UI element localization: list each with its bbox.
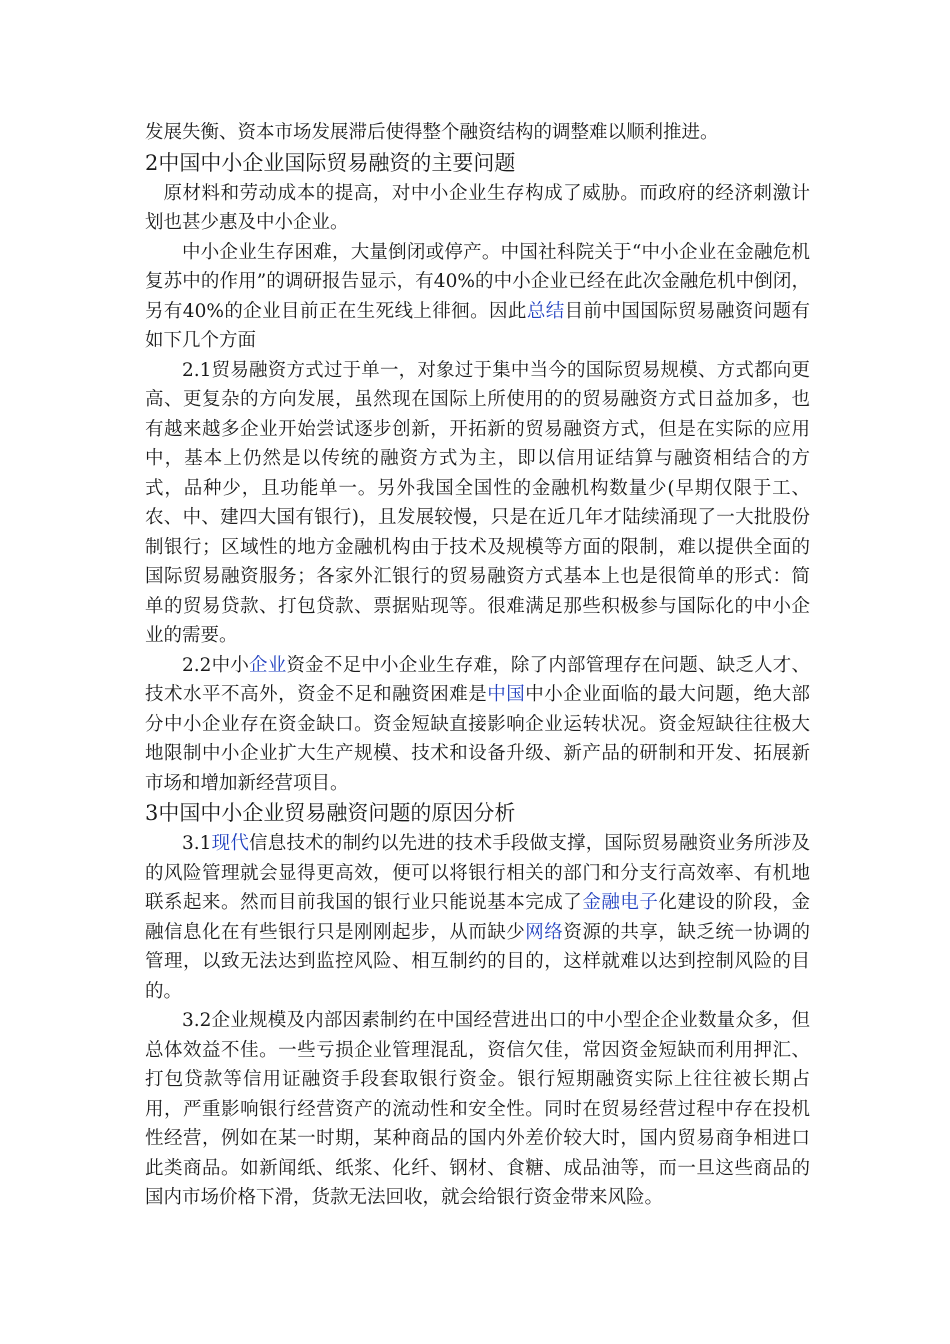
paragraph-survival (145, 238, 810, 356)
text-span: 资金不足中小企业生存难，除了内部管理存在问题、缺乏人才、技术水平不高外，资金不足和融资困难是 (145, 654, 810, 705)
text-span: 化建设的阶段，金融信息化在有些银行只是刚刚起步，从而缺少 (145, 892, 810, 943)
text-span: 中小企业生存困难，大量倒闭或停产。中国社科院关于“中小企业在金融危机复苏中的作用”的调研报告显示，有40%的中小企业已经在此次金融危机中倒闭，另有40%的企业目前正在生死线上徘徊。因此 (145, 241, 810, 322)
link-summary[interactable]: 总结 (526, 300, 565, 322)
paragraph-2-2 (145, 651, 810, 799)
text-span: 信息技术的制约以先进的技术手段做支撑，国际贸易融资业务所涉及的风险管理就会显得更高效，便可以将银行相关的部门和分支行高效率、有机地联系起来。然而目前我国的银行业只能说基本完成了 (145, 833, 810, 913)
paragraph-2-1: 2.1贸易融资方式过于单一，对象过于集中当今的国际贸易规模、方式都向更高、更复杂的方向发展，虽然现在国际上所使用的的贸易融资方式日益加多，也有越来越多企业开始尝试逐步创新，开拓新的贸易融资方式，但是在实际的应用中，基本上仍然是以传统的融资方式为主，即以信用证结算与融资相结合的方式，品种少，且功能单一。另外我国全国性的金融机构数量少(早期仅限于工、农、中、建四大国有银行)，且发展较慢，只是在近几年才陆续涌现了一大批股份制银行；区域性的地方金融机构由于技术及规模等方面的限制，难以提供全面的国际贸易融资服务；各家外汇银行的贸易融资方式基本上也是很简单的形式：简单的贸易贷款、打包贷款、票据贴现等。很难满足那些积极参与国际化的中小企业的需要。 (145, 359, 810, 646)
document-body (145, 118, 810, 1213)
section-heading-3: 3中国中小企业贸易融资问题的原因分析 (145, 801, 516, 825)
link-financial-electronic[interactable]: 金融电子 (582, 892, 659, 913)
text-span: 2.2中小 (182, 654, 250, 676)
text-span: 资源的共享，缺乏统一协调的管理，以致无法达到监控风险、相互制约的目的，这样就难以达到控制风险的目的。 (145, 921, 810, 1002)
section-heading-2: 2中国中小企业国际贸易融资的主要问题 (145, 150, 516, 175)
paragraph-continued: 发展失衡、资本市场发展滞后使得整个融资结构的调整难以顺利推进。 (145, 122, 719, 143)
paragraph-3-1 (145, 829, 810, 1006)
link-modern[interactable]: 现代 (211, 833, 250, 854)
text-span: 目前中国国际贸易融资问题有如下几个方面 (145, 300, 810, 351)
paragraph-3-2: 3.2企业规模及内部因素制约在中国经营进出口的中小型企企业数量众多，但总体效益不佳。一些亏损企业管理混乱，资信欠佳，常因资金短缺而利用押汇、打包贷款等信用证融资手段套取银行资金。银行短期融资实际上往往被长期占用，严重影响银行经营资产的流动性和安全性。同时在贸易经营过程中存在投机性经营，例如在某一时期，某种商品的国内外差价较大时，国内贸易商争相进口此类商品。如新闻纸、纸浆、化纤、钢材、食糖、成品油等，而一旦这些商品的国内市场价格下滑，货款无法回收，就会给银行资金带来风险。 (145, 1010, 810, 1208)
text-span: 3.1 (182, 833, 212, 854)
link-network[interactable]: 网络 (525, 921, 564, 943)
paragraph-intro: 原材料和劳动成本的提高，对中小企业生存构成了威胁。而政府的经济刺激计划也甚少惠及中小企业。 (145, 182, 810, 233)
link-enterprise[interactable]: 企业 (249, 654, 287, 676)
text-span: 中小企业面临的最大问题，绝大部分中小企业存在资金缺口。资金短缺直接影响企业运转状况。资金短缺往往极大地限制中小企业扩大生产规模、技术和设备升级、新产品的研制和开发、拓展新市场和增加新经营项目。 (145, 684, 810, 794)
link-china[interactable]: 中国 (487, 684, 526, 705)
